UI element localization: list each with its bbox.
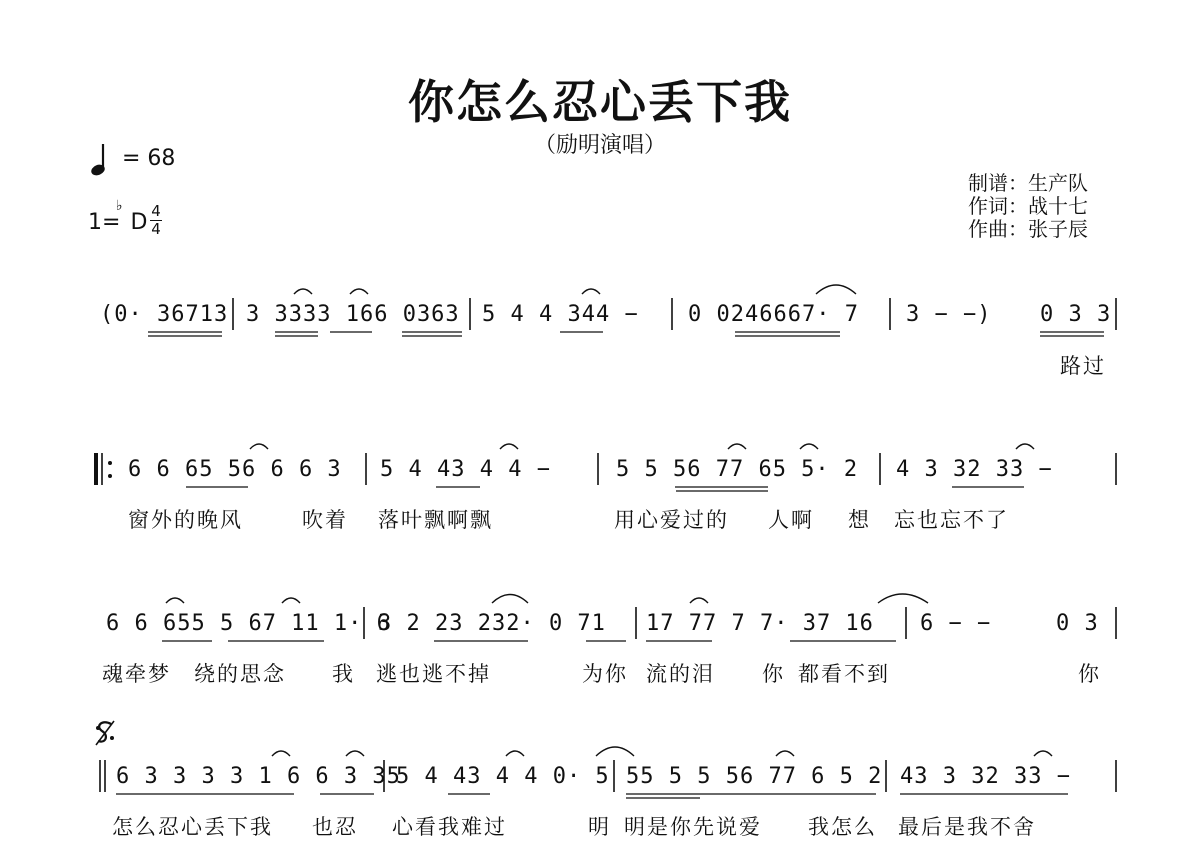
row2-measure-2: 5 4 43 4 4 − xyxy=(380,457,551,482)
row4-measure-2: 5 4 43 4 4 0· 5 xyxy=(396,764,610,789)
row2-lyric-4: 用心爱过的 xyxy=(614,508,729,532)
slur xyxy=(250,444,268,449)
row4-lyric-4: 明 xyxy=(588,815,611,839)
row2-lyric-6: 想 xyxy=(848,508,871,532)
song-subtitle: （励明演唱） xyxy=(533,133,666,158)
tempo-marking: = 68 xyxy=(122,146,176,171)
time-signature-top: 4 xyxy=(151,202,161,220)
row3-measure-3: 17 77 7 7· 37 16 xyxy=(646,611,874,636)
row4-lyric-6: 我怎么 xyxy=(808,815,877,839)
slur xyxy=(492,595,528,604)
row4-lyric-1: 怎么忍心丢下我 xyxy=(112,815,273,839)
row2-measure-1: 6 6 65 56 6 6 3 xyxy=(128,457,342,482)
row3-lyric-5: 为你 xyxy=(582,662,628,686)
row3-lyric-1: 魂牵梦 xyxy=(102,662,171,686)
slur xyxy=(728,444,746,449)
row1-measure-3: 5 4 4 344 − xyxy=(482,302,639,327)
row4-lyric-2: 也忍 xyxy=(312,815,358,839)
slur xyxy=(506,751,524,756)
slur xyxy=(500,444,518,449)
row1-measure-6: 0 3 3 xyxy=(1040,302,1112,327)
row2-lyric-3: 落叶飘啊飘 xyxy=(378,508,493,532)
row4-lyric-7: 最后是我不舍 xyxy=(898,815,1036,839)
row2-lyric-5: 人啊 xyxy=(768,508,814,532)
row2-lyric-1: 窗外的晚风 xyxy=(128,508,243,532)
slur xyxy=(800,444,818,449)
slur xyxy=(294,289,312,294)
slur xyxy=(582,289,600,294)
slur xyxy=(1034,751,1052,756)
row4-measure-1: 6 3 3 3 3 1 6 6 3 35 xyxy=(116,764,401,789)
repeat-dot xyxy=(108,474,112,478)
flat-sign: ♭ xyxy=(116,198,123,214)
slur xyxy=(690,598,708,603)
credit-lyricist: 作词：战十七 xyxy=(968,194,1088,218)
key-prefix: 1= xyxy=(88,210,121,235)
repeat-barline-thick xyxy=(94,453,98,485)
slur xyxy=(350,289,368,294)
slur xyxy=(282,598,300,603)
row2-lyric-7: 忘也忘不了 xyxy=(894,508,1009,532)
row4-lyric-3: 心看我难过 xyxy=(392,815,507,839)
slur xyxy=(596,747,634,756)
repeat-dot xyxy=(108,461,112,465)
row3-measure-1: 6 6 655 5 67 11 1· 6 xyxy=(106,611,391,636)
row3-lyric-2: 绕的思念 xyxy=(194,662,286,686)
row3-measure-5: 0 3 xyxy=(1056,611,1099,636)
row3-lyric-7: 你 xyxy=(762,662,785,686)
time-signature-bottom: 4 xyxy=(151,220,161,238)
row4-measure-3: 55 5 5 56 77 6 5 2 xyxy=(626,764,883,789)
row1-lyric-1: 路过 xyxy=(1060,354,1106,378)
slur xyxy=(272,751,290,756)
slur xyxy=(1016,444,1034,449)
row2-lyric-2: 吹着 xyxy=(302,508,348,532)
row1-measure-1: (0· 36713 xyxy=(100,302,229,327)
row3-lyric-3: 我 xyxy=(332,662,355,686)
row3-lyric-4: 逃也逃不掉 xyxy=(376,662,491,686)
row3-lyric-6: 流的泪 xyxy=(646,662,715,686)
row3-measure-4: 6 − − xyxy=(920,611,992,636)
key-note: D xyxy=(130,210,148,235)
row1-measure-4: 0 0246667· 7 xyxy=(688,302,859,327)
credit-arranger: 制谱：生产队 xyxy=(968,171,1088,195)
song-title: 你怎么忍心丢下我 xyxy=(408,75,792,129)
row4-lyric-5: 明是你先说爱 xyxy=(624,815,762,839)
row3-lyric-9: 你 xyxy=(1078,662,1101,686)
slur xyxy=(166,598,184,603)
row2-measure-3: 5 5 56 77 65 5· 2 xyxy=(616,457,859,482)
row1-measure-2: 3 3333 166 0363 xyxy=(246,302,460,327)
row3-measure-2: 3 2 23 232· 0 71 xyxy=(378,611,606,636)
slur xyxy=(878,594,928,603)
row3-lyric-8: 都看不到 xyxy=(798,662,890,686)
row4-measure-4: 43 3 32 33 − xyxy=(900,764,1071,789)
row2-measure-4: 4 3 32 33 − xyxy=(896,457,1053,482)
credit-composer: 作曲：张子辰 xyxy=(968,217,1088,241)
row1-measure-5: 3 − −) xyxy=(906,302,992,327)
slur xyxy=(346,751,364,756)
slur xyxy=(776,751,794,756)
slur xyxy=(816,285,856,294)
